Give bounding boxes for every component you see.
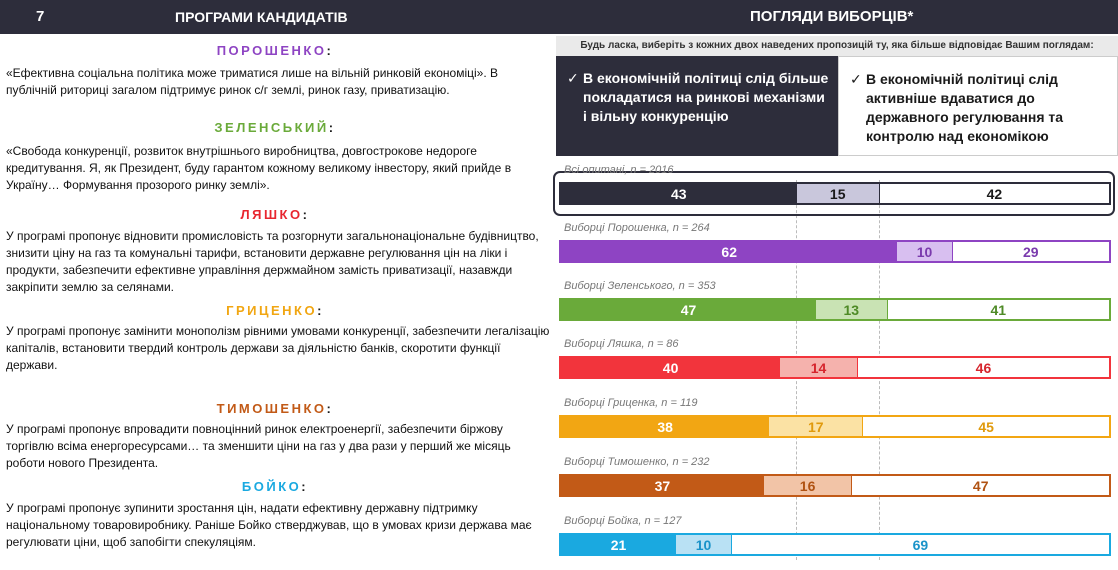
option-state-text: В економічній політиці слід активніше вдаватися до державного регулювання та контролю над економікою	[866, 71, 1064, 144]
stacked-bar	[559, 356, 1111, 379]
bar-segment: 47	[561, 300, 816, 319]
candidate-program-text: У програмі пропонує зупинити зростання цін, надати ефективну державну підтримку національному товаровиробнику. Раніше Бойко стверджував, що в умовах кризи держава має регулювати ціни, щоб запобігти спекуляціям.	[6, 501, 532, 549]
candidate-block-zelensky	[0, 119, 550, 194]
bar-segment: 15	[797, 184, 879, 203]
bar-group-label: Виборці Тимошенко, n = 232	[564, 456, 710, 468]
candidate-name-text: БОЙКО	[241, 479, 302, 494]
bar-segment: 42	[879, 184, 1109, 203]
option-state-box	[838, 56, 1118, 156]
stacked-bar	[559, 415, 1111, 438]
bar-segment: 46	[857, 358, 1109, 377]
bar-segment: 41	[887, 300, 1109, 319]
bar-segment: 37	[561, 476, 764, 495]
bar-group-label: Виборці Порошенка, n = 264	[564, 222, 710, 234]
candidate-name-text: ЛЯШКО	[240, 207, 303, 222]
bar-segment: 47	[851, 476, 1109, 495]
bar-group-label: Всі опитані, n = 2016	[564, 164, 674, 176]
bar-segment: 10	[676, 535, 731, 554]
bar-group-label: Виборці Гриценка, n = 119	[564, 397, 698, 409]
candidate-name-hrytsenko: ГРИЦЕНКО:	[226, 303, 324, 318]
bar-segment: 29	[952, 242, 1109, 261]
candidate-name-text: ГРИЦЕНКО	[226, 303, 318, 318]
check-icon: ✓	[567, 70, 579, 86]
bar-segment: 45	[862, 417, 1109, 436]
candidate-program-text: У програмі пропонує замінити монополізм рівними умовами конкуренції, забезпечити легалізацію капіталів, встановити твердий контроль держави за діяльністю банків, скоротити функції держави.	[6, 324, 550, 372]
candidate-block-boyko	[0, 478, 550, 551]
candidate-program-text: «Ефективна соціальна політика може триматися лише на вільній ринковій економіці». В публічній риториці загалом підтримує ринок с/г землі, ринок газу, приватизацію.	[6, 66, 498, 97]
bar-segment: 21	[561, 535, 676, 554]
bar-segment: 17	[769, 417, 862, 436]
candidate-block-hrytsenko	[0, 302, 550, 374]
bar-segment: 13	[816, 300, 887, 319]
candidate-name-zelensky: ЗЕЛЕНСЬКИЙ:	[214, 120, 336, 135]
bar-segment: 10	[897, 242, 951, 261]
candidate-name-tymoshenko: ТИМОШЕНКО:	[216, 401, 334, 416]
stacked-bar	[559, 298, 1111, 321]
stacked-bar	[559, 474, 1111, 497]
bar-segment: 14	[780, 358, 857, 377]
header-band	[0, 0, 1118, 34]
left-section-title: ПРОГРАМИ КАНДИДАТІВ	[175, 9, 348, 25]
option-market-text: В економічній політиці слід більше покладатися на ринкові механізми і вільну конкуренцію	[583, 70, 829, 124]
stacked-bar	[559, 533, 1111, 556]
survey-question: Будь ласка, виберіть з кожних двох наведених пропозицій ту, яка більше відповідає Вашим поглядам:	[556, 36, 1118, 56]
candidate-block-lyashko	[0, 206, 550, 296]
stacked-bar	[559, 240, 1111, 263]
candidate-name-poroshenko: ПОРОШЕНКО:	[216, 43, 334, 58]
bar-segment: 38	[561, 417, 769, 436]
candidate-name-text: ПОРОШЕНКО	[216, 43, 327, 58]
bar-segment: 62	[561, 242, 897, 261]
bar-group-label: Виборці Зеленського, n = 353	[564, 280, 716, 292]
option-market-box	[556, 56, 838, 156]
candidate-name-boyko: БОЙКО:	[241, 479, 309, 494]
check-icon: ✓	[850, 71, 862, 87]
bar-segment: 69	[731, 535, 1109, 554]
candidate-name-text: ТИМОШЕНКО	[216, 401, 327, 416]
candidate-program-text: У програмі пропонує відновити промисловість та розгорнути загальнонаціональне будівництво, знизити ціну на газ та комунальні тарифи, встановити державне регулювання цін на ліки і продукти, забезпечити ефективне управління держмайном замість приватизації, назавжди закріпити землю за селянами.	[6, 229, 539, 294]
right-section-title: ПОГЛЯДИ ВИБОРЦІВ*	[750, 8, 914, 25]
candidate-name-text: ЗЕЛЕНСЬКИЙ	[214, 120, 329, 135]
bar-segment: 16	[764, 476, 852, 495]
candidate-name-lyashko: ЛЯШКО:	[240, 207, 310, 222]
candidate-block-tymoshenko	[0, 400, 550, 472]
bar-group-label: Виборці Бойка, n = 127	[564, 515, 682, 527]
bar-group-label: Виборці Ляшка, n = 86	[564, 338, 679, 350]
bar-segment: 43	[561, 184, 797, 203]
bar-segment: 40	[561, 358, 780, 377]
stacked-bar	[559, 182, 1111, 205]
candidate-program-text: У програмі пропонує впровадити повноцінний ринок електроенергії, забезпечити біржову торгівлю всіма енергоресурсами… та зменшити ціни на газ у два рази у перший же місяць роботи нового Президента.	[6, 422, 511, 470]
candidate-block-poroshenko	[0, 42, 550, 99]
candidate-program-text: «Свобода конкуренції, розвиток внутрішнього виробництва, довгострокове недороге кредитування. Я, як Президент, буду гарантом кожному великому інвестору, який прийде в Україну… Формування прозорого ринку землі».	[6, 144, 512, 192]
page-number: 7	[36, 8, 45, 25]
